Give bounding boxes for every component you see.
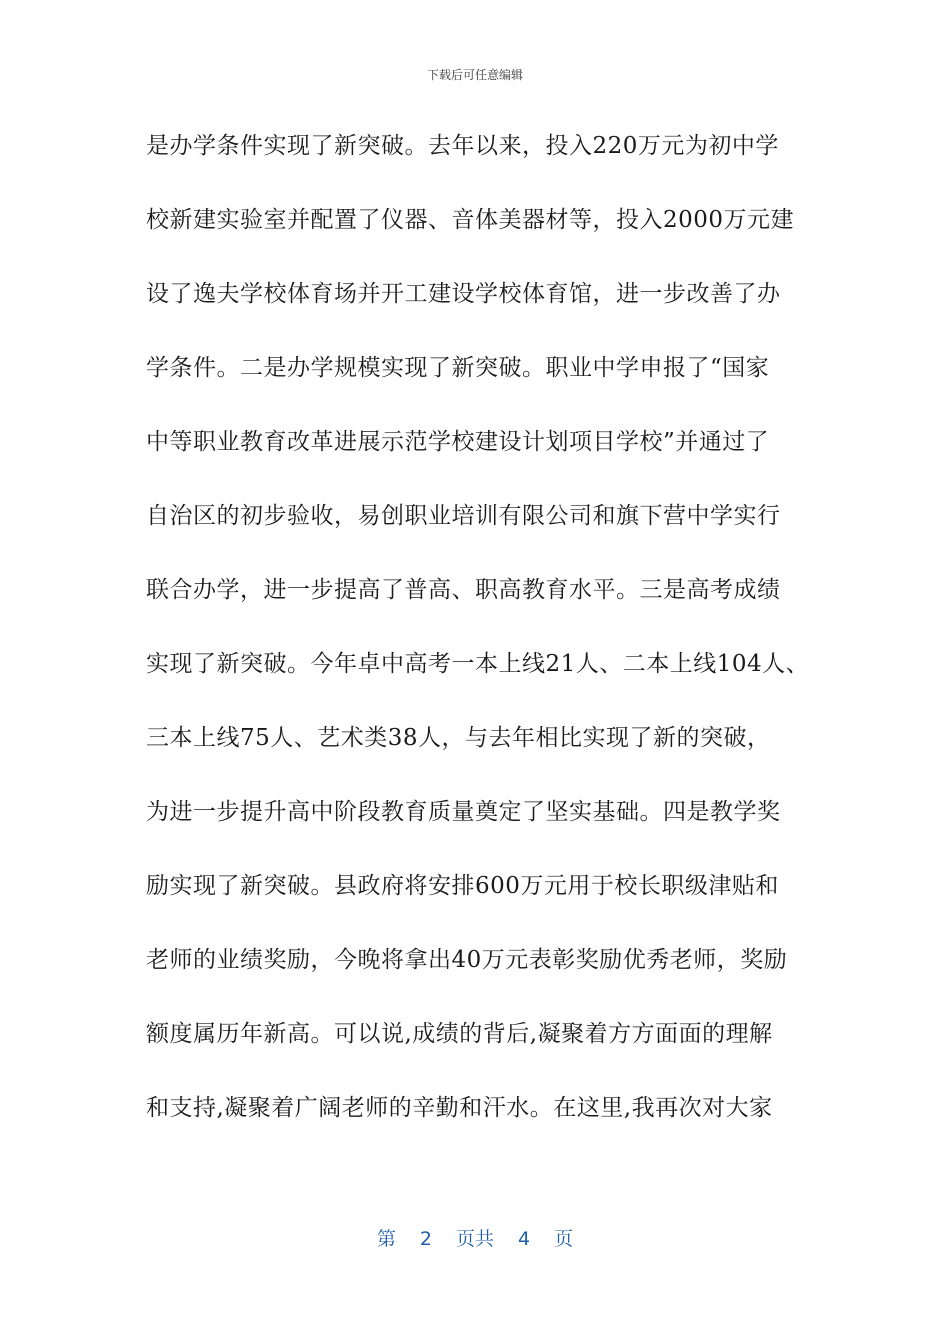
paragraph-line: 中等职业教育改革进展示范学校建设计划项目学校”并通过了	[146, 429, 770, 455]
paragraph-line: 额度属历年新高。可以说,成绩的背后,凝聚着方方面面的理解	[146, 1021, 773, 1047]
page-header-note: 下载后可任意编辑	[426, 68, 523, 82]
paragraph-line: 实现了新突破。今年卓中高考一本上线21人、二本上线104人、	[146, 651, 810, 677]
paragraph-line: 三本上线75人、艺术类38人，与去年相比实现了新的突破，	[146, 725, 771, 751]
paragraph-line: 学条件。二是办学规模实现了新突破。职业中学申报了“国家	[146, 355, 770, 381]
page-number-footer: 第 2 页共 4 页	[376, 1228, 574, 1250]
paragraph-line: 设了逸夫学校体育场并开工建设学校体育馆，进一步改善了办	[146, 281, 781, 307]
paragraph-line: 为进一步提升高中阶段教育质量奠定了坚实基础。四是教学奖	[146, 799, 781, 825]
document-body	[146, 122, 826, 1158]
paragraph-line: 和支持,凝聚着广阔老师的辛勤和汗水。在这里,我再次对大家	[146, 1095, 773, 1121]
paragraph-line: 是办学条件实现了新突破。去年以来，投入220万元为初中学	[146, 133, 779, 159]
paragraph-line: 联合办学，进一步提高了普高、职高教育水平。三是高考成绩	[146, 577, 781, 603]
paragraph-line: 老师的业绩奖励，今晚将拿出40万元表彰奖励优秀老师，奖励	[146, 947, 788, 973]
paragraph-line: 励实现了新突破。县政府将安排600万元用于校长职级津贴和	[146, 873, 779, 899]
paragraph-line: 校新建实验室并配置了仪器、音体美器材等，投入2000万元建	[146, 207, 795, 233]
paragraph-line: 自治区的初步验收，易创职业培训有限公司和旗下营中学实行	[146, 503, 781, 529]
